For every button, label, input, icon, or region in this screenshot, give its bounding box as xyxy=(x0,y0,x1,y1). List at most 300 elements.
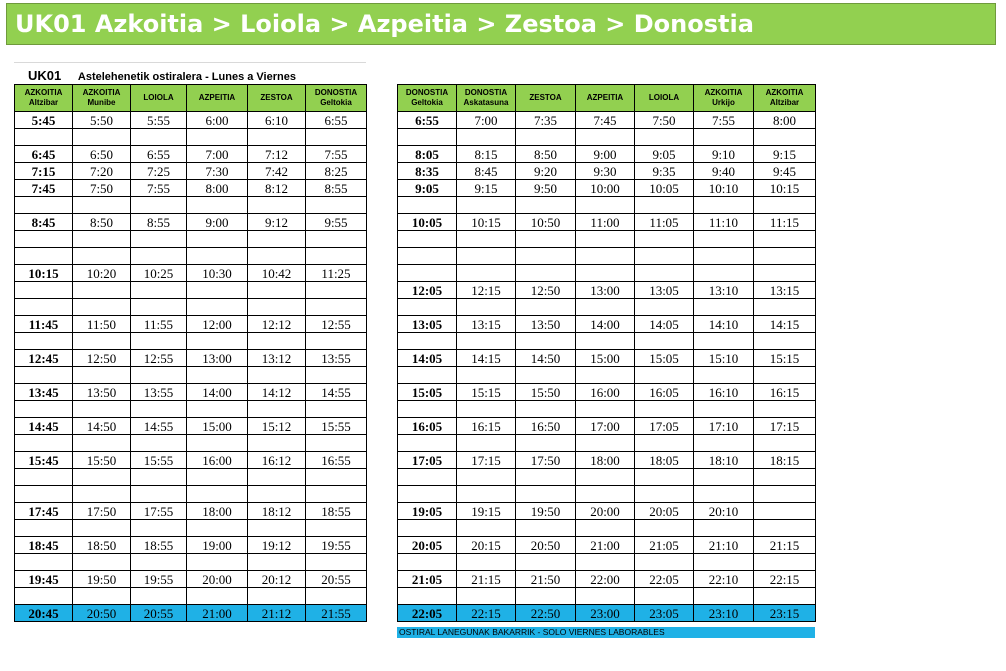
column-header-line: Geltokia xyxy=(320,98,352,107)
time-cell: 19:00 xyxy=(187,537,248,554)
time-cell: 14:55 xyxy=(306,384,367,401)
column-header xyxy=(576,85,635,112)
table-row xyxy=(15,299,367,316)
time-cell: 18:00 xyxy=(576,452,635,469)
departure-time-cell: 11:45 xyxy=(15,316,73,333)
time-cell xyxy=(576,554,635,571)
time-cell: 7:30 xyxy=(187,163,248,180)
time-cell: 8:15 xyxy=(457,146,516,163)
time-cell: 18:55 xyxy=(131,537,187,554)
departure-time-cell xyxy=(398,265,457,282)
time-cell xyxy=(248,248,306,265)
time-cell: 21:12 xyxy=(248,605,306,622)
time-cell: 18:05 xyxy=(635,452,694,469)
time-cell xyxy=(516,588,576,605)
time-cell: 21:00 xyxy=(576,537,635,554)
time-cell xyxy=(306,282,367,299)
time-cell: 17:50 xyxy=(73,503,131,520)
time-cell xyxy=(694,129,754,146)
table-row xyxy=(398,163,816,180)
time-cell xyxy=(306,588,367,605)
return-timetable xyxy=(397,84,816,622)
departure-time-cell xyxy=(398,367,457,384)
time-cell: 16:00 xyxy=(576,384,635,401)
departure-time-cell: 10:05 xyxy=(398,214,457,231)
departure-time-cell: 20:45 xyxy=(15,605,73,622)
time-cell: 19:55 xyxy=(306,537,367,554)
outbound-timetable xyxy=(14,84,367,622)
time-cell: 13:05 xyxy=(635,282,694,299)
time-cell xyxy=(694,265,754,282)
time-cell: 17:15 xyxy=(457,452,516,469)
time-cell xyxy=(576,333,635,350)
column-header-line: AZPEITIA xyxy=(586,93,624,102)
time-cell: 8:00 xyxy=(754,112,816,129)
time-cell: 9:05 xyxy=(635,146,694,163)
time-cell: 16:12 xyxy=(248,452,306,469)
table-row xyxy=(398,333,816,350)
time-cell: 17:05 xyxy=(635,418,694,435)
column-header-line: DONOSTIA xyxy=(464,88,508,97)
departure-time-cell: 14:05 xyxy=(398,350,457,367)
time-cell: 8:55 xyxy=(131,214,187,231)
line-code: UK01 xyxy=(28,68,62,83)
time-cell xyxy=(516,197,576,214)
time-cell xyxy=(694,299,754,316)
table-row xyxy=(398,435,816,452)
departure-time-cell: 5:45 xyxy=(15,112,73,129)
time-cell xyxy=(635,367,694,384)
time-cell xyxy=(131,231,187,248)
time-cell xyxy=(306,469,367,486)
departure-time-cell: 13:05 xyxy=(398,316,457,333)
time-cell xyxy=(306,520,367,537)
table-row xyxy=(398,265,816,282)
table-row xyxy=(398,571,816,588)
table-row xyxy=(398,418,816,435)
time-cell xyxy=(576,435,635,452)
time-cell xyxy=(457,248,516,265)
table-row xyxy=(398,282,816,299)
time-cell xyxy=(248,129,306,146)
time-cell: 8:12 xyxy=(248,180,306,197)
time-cell xyxy=(694,554,754,571)
time-cell xyxy=(187,469,248,486)
time-cell: 9:35 xyxy=(635,163,694,180)
column-header xyxy=(131,85,187,112)
divider xyxy=(14,62,366,63)
time-cell xyxy=(248,435,306,452)
time-cell xyxy=(248,231,306,248)
table-row xyxy=(15,231,367,248)
table-row xyxy=(15,384,367,401)
time-cell xyxy=(754,469,816,486)
time-cell: 9:40 xyxy=(694,163,754,180)
time-cell xyxy=(187,486,248,503)
time-cell: 22:50 xyxy=(516,605,576,622)
time-cell xyxy=(694,588,754,605)
time-cell xyxy=(516,265,576,282)
column-header xyxy=(398,85,457,112)
time-cell: 11:10 xyxy=(694,214,754,231)
table-row xyxy=(15,316,367,333)
time-cell: 12:50 xyxy=(73,350,131,367)
time-cell: 13:00 xyxy=(187,350,248,367)
time-cell: 17:55 xyxy=(131,503,187,520)
column-header xyxy=(457,85,516,112)
time-cell xyxy=(635,299,694,316)
time-cell xyxy=(576,248,635,265)
time-cell xyxy=(248,299,306,316)
time-cell: 15:05 xyxy=(635,350,694,367)
time-cell xyxy=(457,333,516,350)
departure-time-cell: 10:15 xyxy=(15,265,73,282)
time-cell: 21:50 xyxy=(516,571,576,588)
time-cell xyxy=(187,367,248,384)
table-row xyxy=(15,418,367,435)
time-cell xyxy=(576,469,635,486)
time-cell xyxy=(576,299,635,316)
departure-time-cell xyxy=(15,520,73,537)
route-title: UK01 Azkoitia > Loiola > Azpeitia > Zestoa > Donostia xyxy=(15,10,754,38)
departure-time-cell: 21:05 xyxy=(398,571,457,588)
time-cell xyxy=(187,333,248,350)
time-cell xyxy=(576,197,635,214)
time-cell xyxy=(694,401,754,418)
departure-time-cell xyxy=(398,435,457,452)
table-row xyxy=(15,571,367,588)
departure-time-cell xyxy=(398,299,457,316)
time-cell: 7:12 xyxy=(248,146,306,163)
time-cell xyxy=(635,248,694,265)
time-cell xyxy=(248,486,306,503)
time-cell: 15:55 xyxy=(131,452,187,469)
time-cell xyxy=(248,367,306,384)
time-cell: 15:50 xyxy=(516,384,576,401)
time-cell: 19:50 xyxy=(516,503,576,520)
time-cell xyxy=(694,248,754,265)
time-cell: 6:00 xyxy=(187,112,248,129)
time-cell: 20:10 xyxy=(694,503,754,520)
table-row xyxy=(15,146,367,163)
table-row xyxy=(398,112,816,129)
time-cell: 23:15 xyxy=(754,605,816,622)
column-header-line: AZKOITIA xyxy=(765,88,804,97)
time-cell: 20:05 xyxy=(635,503,694,520)
time-cell xyxy=(754,299,816,316)
departure-time-cell xyxy=(15,554,73,571)
time-cell: 21:00 xyxy=(187,605,248,622)
departure-time-cell xyxy=(15,282,73,299)
time-cell xyxy=(694,486,754,503)
table-row xyxy=(398,214,816,231)
time-cell xyxy=(635,554,694,571)
table-row xyxy=(15,520,367,537)
time-cell xyxy=(754,588,816,605)
time-cell: 5:55 xyxy=(131,112,187,129)
time-cell: 10:15 xyxy=(457,214,516,231)
time-cell: 10:20 xyxy=(73,265,131,282)
time-cell: 22:15 xyxy=(754,571,816,588)
time-cell xyxy=(187,588,248,605)
departure-time-cell xyxy=(15,588,73,605)
table-row xyxy=(15,112,367,129)
table-row xyxy=(398,537,816,554)
time-cell: 8:25 xyxy=(306,163,367,180)
time-cell xyxy=(131,282,187,299)
time-cell xyxy=(635,197,694,214)
time-cell: 13:15 xyxy=(457,316,516,333)
column-header-line: Munibe xyxy=(87,98,116,107)
departure-time-cell: 19:45 xyxy=(15,571,73,588)
time-cell: 19:50 xyxy=(73,571,131,588)
table-row xyxy=(398,401,816,418)
time-cell xyxy=(576,367,635,384)
time-cell: 17:00 xyxy=(576,418,635,435)
time-cell xyxy=(635,401,694,418)
time-cell xyxy=(306,333,367,350)
time-cell xyxy=(516,129,576,146)
column-header-line: LOIOLA xyxy=(648,93,680,102)
time-cell: 16:15 xyxy=(457,418,516,435)
route-title-banner xyxy=(6,3,996,45)
time-cell: 10:00 xyxy=(576,180,635,197)
time-cell: 10:42 xyxy=(248,265,306,282)
departure-time-cell xyxy=(398,129,457,146)
departure-time-cell: 19:05 xyxy=(398,503,457,520)
table-row xyxy=(15,537,367,554)
table-row xyxy=(15,197,367,214)
time-cell xyxy=(73,197,131,214)
column-header-line: ZESTOA xyxy=(260,93,293,102)
time-cell xyxy=(635,520,694,537)
time-cell xyxy=(754,435,816,452)
time-cell xyxy=(187,401,248,418)
time-cell: 6:55 xyxy=(306,112,367,129)
column-header-line: Askatasuna xyxy=(463,98,509,107)
time-cell: 17:50 xyxy=(516,452,576,469)
table-row xyxy=(398,316,816,333)
time-cell: 22:15 xyxy=(457,605,516,622)
time-cell xyxy=(248,588,306,605)
table-row xyxy=(15,265,367,282)
time-cell: 11:05 xyxy=(635,214,694,231)
time-cell xyxy=(131,333,187,350)
column-header-line: Geltokia xyxy=(411,98,443,107)
time-cell xyxy=(73,520,131,537)
time-cell xyxy=(457,299,516,316)
column-header-line: DONOSTIA xyxy=(405,88,449,97)
departure-time-cell xyxy=(398,248,457,265)
time-cell: 12:12 xyxy=(248,316,306,333)
time-cell: 8:00 xyxy=(187,180,248,197)
time-cell: 7:35 xyxy=(516,112,576,129)
time-cell: 8:50 xyxy=(516,146,576,163)
time-cell xyxy=(635,486,694,503)
departure-time-cell xyxy=(398,588,457,605)
table-row xyxy=(15,554,367,571)
time-cell xyxy=(457,554,516,571)
time-cell: 20:15 xyxy=(457,537,516,554)
time-cell xyxy=(754,197,816,214)
time-cell xyxy=(131,367,187,384)
time-cell: 16:50 xyxy=(516,418,576,435)
column-header-line: AZKOITIA xyxy=(82,88,121,97)
table-row xyxy=(15,367,367,384)
departure-time-cell: 20:05 xyxy=(398,537,457,554)
time-cell xyxy=(306,401,367,418)
departure-time-cell: 6:55 xyxy=(398,112,457,129)
time-cell xyxy=(306,129,367,146)
time-cell: 21:55 xyxy=(306,605,367,622)
column-header xyxy=(187,85,248,112)
time-cell: 7:00 xyxy=(187,146,248,163)
time-cell: 7:50 xyxy=(73,180,131,197)
table-row xyxy=(15,214,367,231)
column-header-line: LOIOLA xyxy=(143,93,174,102)
table-row xyxy=(398,129,816,146)
time-cell: 10:10 xyxy=(694,180,754,197)
time-cell xyxy=(131,588,187,605)
time-cell xyxy=(457,265,516,282)
time-cell xyxy=(516,520,576,537)
time-cell: 15:10 xyxy=(694,350,754,367)
table-row xyxy=(398,146,816,163)
time-cell: 8:55 xyxy=(306,180,367,197)
table-row xyxy=(15,163,367,180)
header-row xyxy=(398,85,816,112)
time-cell xyxy=(516,248,576,265)
time-cell xyxy=(187,435,248,452)
time-cell xyxy=(457,197,516,214)
table-row xyxy=(15,503,367,520)
time-cell: 20:55 xyxy=(306,571,367,588)
time-cell xyxy=(635,129,694,146)
time-cell: 6:55 xyxy=(131,146,187,163)
table-row xyxy=(15,401,367,418)
time-cell: 14:15 xyxy=(754,316,816,333)
departure-time-cell xyxy=(398,520,457,537)
time-cell: 20:50 xyxy=(516,537,576,554)
column-header xyxy=(694,85,754,112)
time-cell xyxy=(694,435,754,452)
departure-time-cell: 7:45 xyxy=(15,180,73,197)
time-cell: 14:15 xyxy=(457,350,516,367)
departure-time-cell xyxy=(15,248,73,265)
table-row xyxy=(15,350,367,367)
time-cell: 17:15 xyxy=(754,418,816,435)
time-cell xyxy=(576,265,635,282)
time-cell xyxy=(73,554,131,571)
table-row xyxy=(398,469,816,486)
time-cell xyxy=(187,231,248,248)
time-cell: 22:00 xyxy=(576,571,635,588)
time-cell xyxy=(694,333,754,350)
column-header-line: AZKOITIA xyxy=(24,88,63,97)
column-header xyxy=(516,85,576,112)
time-cell: 14:05 xyxy=(635,316,694,333)
time-cell xyxy=(754,129,816,146)
time-cell xyxy=(248,333,306,350)
time-cell xyxy=(187,282,248,299)
time-cell xyxy=(576,520,635,537)
time-cell xyxy=(306,554,367,571)
time-cell xyxy=(131,129,187,146)
time-cell xyxy=(248,401,306,418)
time-cell: 16:15 xyxy=(754,384,816,401)
time-cell: 20:50 xyxy=(73,605,131,622)
time-cell xyxy=(457,486,516,503)
time-cell xyxy=(516,299,576,316)
time-cell xyxy=(306,248,367,265)
time-cell xyxy=(754,503,816,520)
time-cell: 15:12 xyxy=(248,418,306,435)
time-cell: 12:50 xyxy=(516,282,576,299)
table-row xyxy=(15,469,367,486)
time-cell xyxy=(187,554,248,571)
time-cell xyxy=(131,299,187,316)
time-cell xyxy=(754,333,816,350)
time-cell: 12:55 xyxy=(131,350,187,367)
time-cell: 22:05 xyxy=(635,571,694,588)
departure-time-cell xyxy=(15,231,73,248)
time-cell xyxy=(73,435,131,452)
table-row xyxy=(398,299,816,316)
time-cell xyxy=(131,469,187,486)
time-cell: 13:10 xyxy=(694,282,754,299)
time-cell: 11:00 xyxy=(576,214,635,231)
time-cell: 10:15 xyxy=(754,180,816,197)
time-cell xyxy=(73,248,131,265)
time-cell: 16:10 xyxy=(694,384,754,401)
time-cell: 15:50 xyxy=(73,452,131,469)
column-header xyxy=(15,85,73,112)
time-cell: 20:55 xyxy=(131,605,187,622)
time-cell xyxy=(73,486,131,503)
time-cell: 7:50 xyxy=(635,112,694,129)
time-cell: 14:50 xyxy=(73,418,131,435)
departure-time-cell: 22:05 xyxy=(398,605,457,622)
time-cell xyxy=(73,469,131,486)
time-cell: 12:15 xyxy=(457,282,516,299)
time-cell: 15:00 xyxy=(187,418,248,435)
time-cell xyxy=(457,520,516,537)
time-cell: 6:10 xyxy=(248,112,306,129)
time-cell xyxy=(306,435,367,452)
departure-time-cell: 17:05 xyxy=(398,452,457,469)
time-cell xyxy=(457,231,516,248)
departure-time-cell xyxy=(15,197,73,214)
time-cell xyxy=(694,367,754,384)
table-row xyxy=(398,452,816,469)
departure-time-cell xyxy=(15,401,73,418)
time-cell xyxy=(457,367,516,384)
departure-time-cell xyxy=(15,486,73,503)
departure-time-cell xyxy=(15,469,73,486)
timetable-subheader xyxy=(28,68,296,83)
time-cell: 16:55 xyxy=(306,452,367,469)
time-cell xyxy=(248,197,306,214)
time-cell: 13:15 xyxy=(754,282,816,299)
time-cell: 13:55 xyxy=(131,384,187,401)
time-cell xyxy=(576,401,635,418)
time-cell xyxy=(516,367,576,384)
header-row xyxy=(15,85,367,112)
departure-time-cell xyxy=(398,231,457,248)
time-cell: 6:50 xyxy=(73,146,131,163)
time-cell: 9:10 xyxy=(694,146,754,163)
column-header xyxy=(306,85,367,112)
